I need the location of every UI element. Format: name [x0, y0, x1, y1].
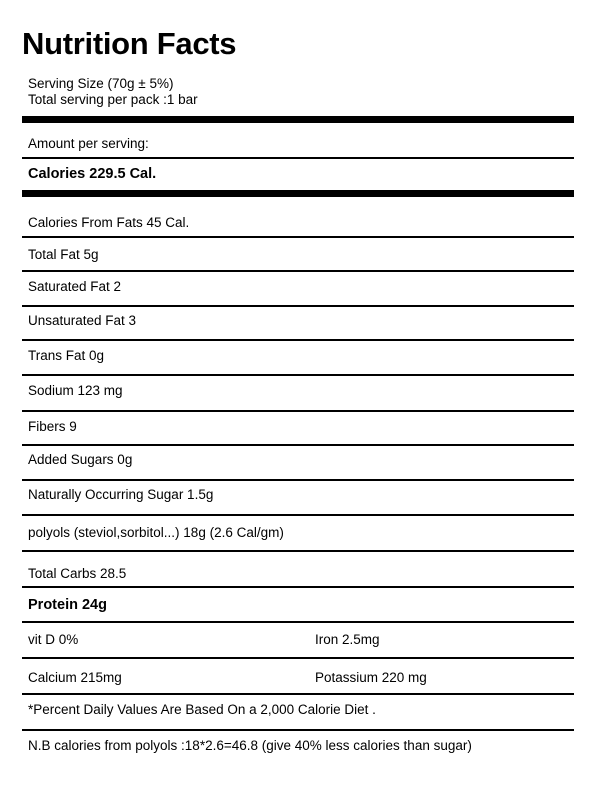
- potassium-value: Potassium 220 mg: [315, 670, 427, 685]
- amount-per-serving-label: Amount per serving:: [28, 136, 149, 151]
- divider: [22, 729, 574, 731]
- naturally-occurring-sugar-row: Naturally Occurring Sugar 1.5g: [28, 487, 214, 502]
- divider: [22, 621, 574, 623]
- polyols-calorie-note: N.B calories from polyols :18*2.6=46.8 (give 40% less calories than sugar): [28, 738, 472, 753]
- fibers-row: Fibers 9: [28, 419, 77, 434]
- calories-from-fats-row: Calories From Fats 45 Cal.: [28, 215, 190, 230]
- divider: [22, 410, 574, 412]
- thick-divider: [22, 116, 574, 123]
- serving-info: [28, 76, 198, 108]
- calcium-potassium-row: [28, 669, 574, 687]
- unsaturated-fat-row: Unsaturated Fat 3: [28, 313, 137, 328]
- divider: [22, 157, 574, 159]
- divider: [22, 514, 574, 516]
- saturated-fat-row: Saturated Fat 2: [28, 279, 122, 294]
- polyols-row: polyols (steviol,sorbitol...) 18g (2.6 Cal/gm): [28, 525, 284, 540]
- divider: [22, 339, 574, 341]
- added-sugars-row: Added Sugars 0g: [28, 452, 133, 467]
- daily-values-footnote: *Percent Daily Values Are Based On a 2,000 Calorie Diet .: [28, 702, 376, 717]
- divider: [22, 550, 574, 552]
- divider: [22, 657, 574, 659]
- protein-row: Protein 24g: [28, 597, 107, 613]
- total-fat-row: Total Fat 5g: [28, 247, 99, 262]
- divider: [22, 586, 574, 588]
- vitamin-d-iron-row: [28, 631, 574, 649]
- servings-per-pack: Total serving per pack :1 bar: [28, 92, 198, 107]
- divider: [22, 444, 574, 446]
- sodium-row: Sodium 123 mg: [28, 383, 123, 398]
- total-carbs-row: Total Carbs 28.5: [28, 566, 127, 581]
- calcium-value: Calcium 215mg: [28, 670, 122, 685]
- divider: [22, 270, 574, 272]
- divider: [22, 693, 574, 695]
- divider: [22, 305, 574, 307]
- serving-size: Serving Size (70g ± 5%): [28, 76, 174, 91]
- divider: [22, 236, 574, 238]
- vitamin-d-value: vit D 0%: [28, 632, 79, 647]
- nutrition-facts-title: Nutrition Facts: [22, 26, 237, 61]
- trans-fat-row: Trans Fat 0g: [28, 348, 105, 363]
- thick-divider: [22, 190, 574, 197]
- divider: [22, 479, 574, 481]
- iron-value: Iron 2.5mg: [315, 632, 380, 647]
- divider: [22, 374, 574, 376]
- calories-row: Calories 229.5 Cal.: [28, 166, 157, 182]
